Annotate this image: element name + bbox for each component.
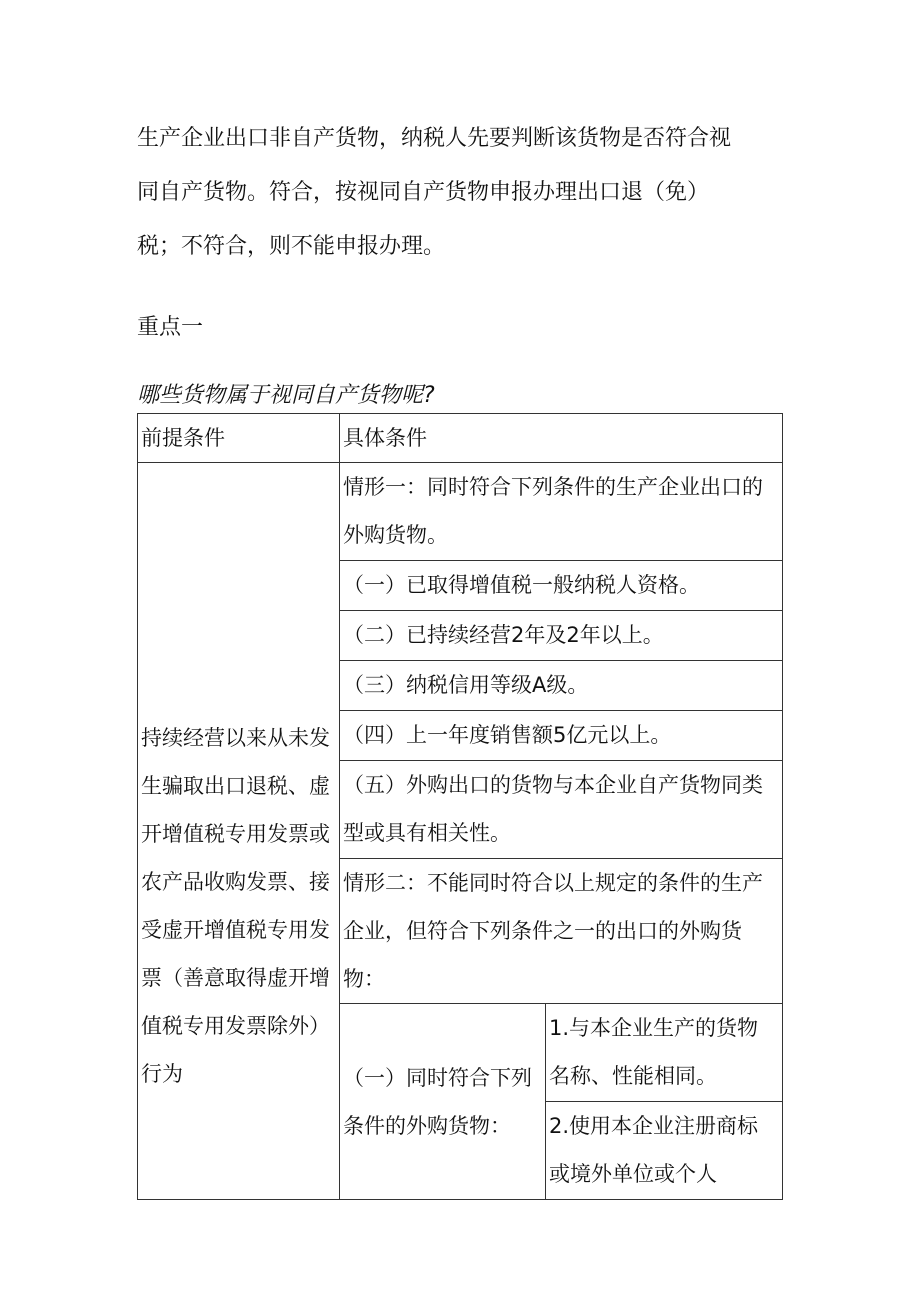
conditions-table [137, 413, 783, 1200]
precondition-cell: 持续经营以来从未发生骗取出口退税、虚开增值税专用发票或农产品收购发票、接受虚开增值税专用发票（善意取得虚开增值税专用发票除外）行为 [138, 463, 340, 1200]
case2-sub1-label: （一）同时符合下列条件的外购货物： [340, 1004, 546, 1200]
header-precondition: 前提条件 [138, 414, 340, 463]
case2-sub1-item-2: 2.使用本企业注册商标或境外单位或个人 [546, 1102, 783, 1200]
table-header-row [138, 414, 783, 463]
intro-paragraph [137, 112, 787, 274]
case1-item-5: （五）外购出口的货物与本企业自产货物同类型或具有相关性。 [340, 761, 783, 859]
intro-line-1: 生产企业出口非自产货物，纳税人先要判断该货物是否符合视 [137, 126, 732, 151]
intro-line-2: 同自产货物。符合，按视同自产货物申报办理出口退（免） [137, 180, 710, 205]
case1-item-1: （一）已取得增值税一般纳税人资格。 [340, 561, 783, 611]
case2-sub1-item-1: 1.与本企业生产的货物名称、性能相同。 [546, 1004, 783, 1102]
section-subtitle: 哪些货物属于视同自产货物呢? [137, 383, 435, 408]
case2-title-cell: 情形二：不能同时符合以上规定的条件的生产企业，但符合下列条件之一的出口的外购货物： [340, 859, 783, 1004]
case1-item-2: （二）已持续经营2年及2年以上。 [340, 611, 783, 661]
case1-item-4: （四）上一年度销售额5亿元以上。 [340, 711, 783, 761]
header-specific-condition: 具体条件 [340, 414, 783, 463]
section-heading: 重点一 [137, 315, 204, 340]
intro-line-3: 税；不符合，则不能申报办理。 [137, 234, 446, 259]
case1-title-cell: 情形一：同时符合下列条件的生产企业出口的外购货物。 [340, 463, 783, 561]
case1-item-3: （三）纳税信用等级A级。 [340, 661, 783, 711]
table-row [138, 463, 783, 561]
